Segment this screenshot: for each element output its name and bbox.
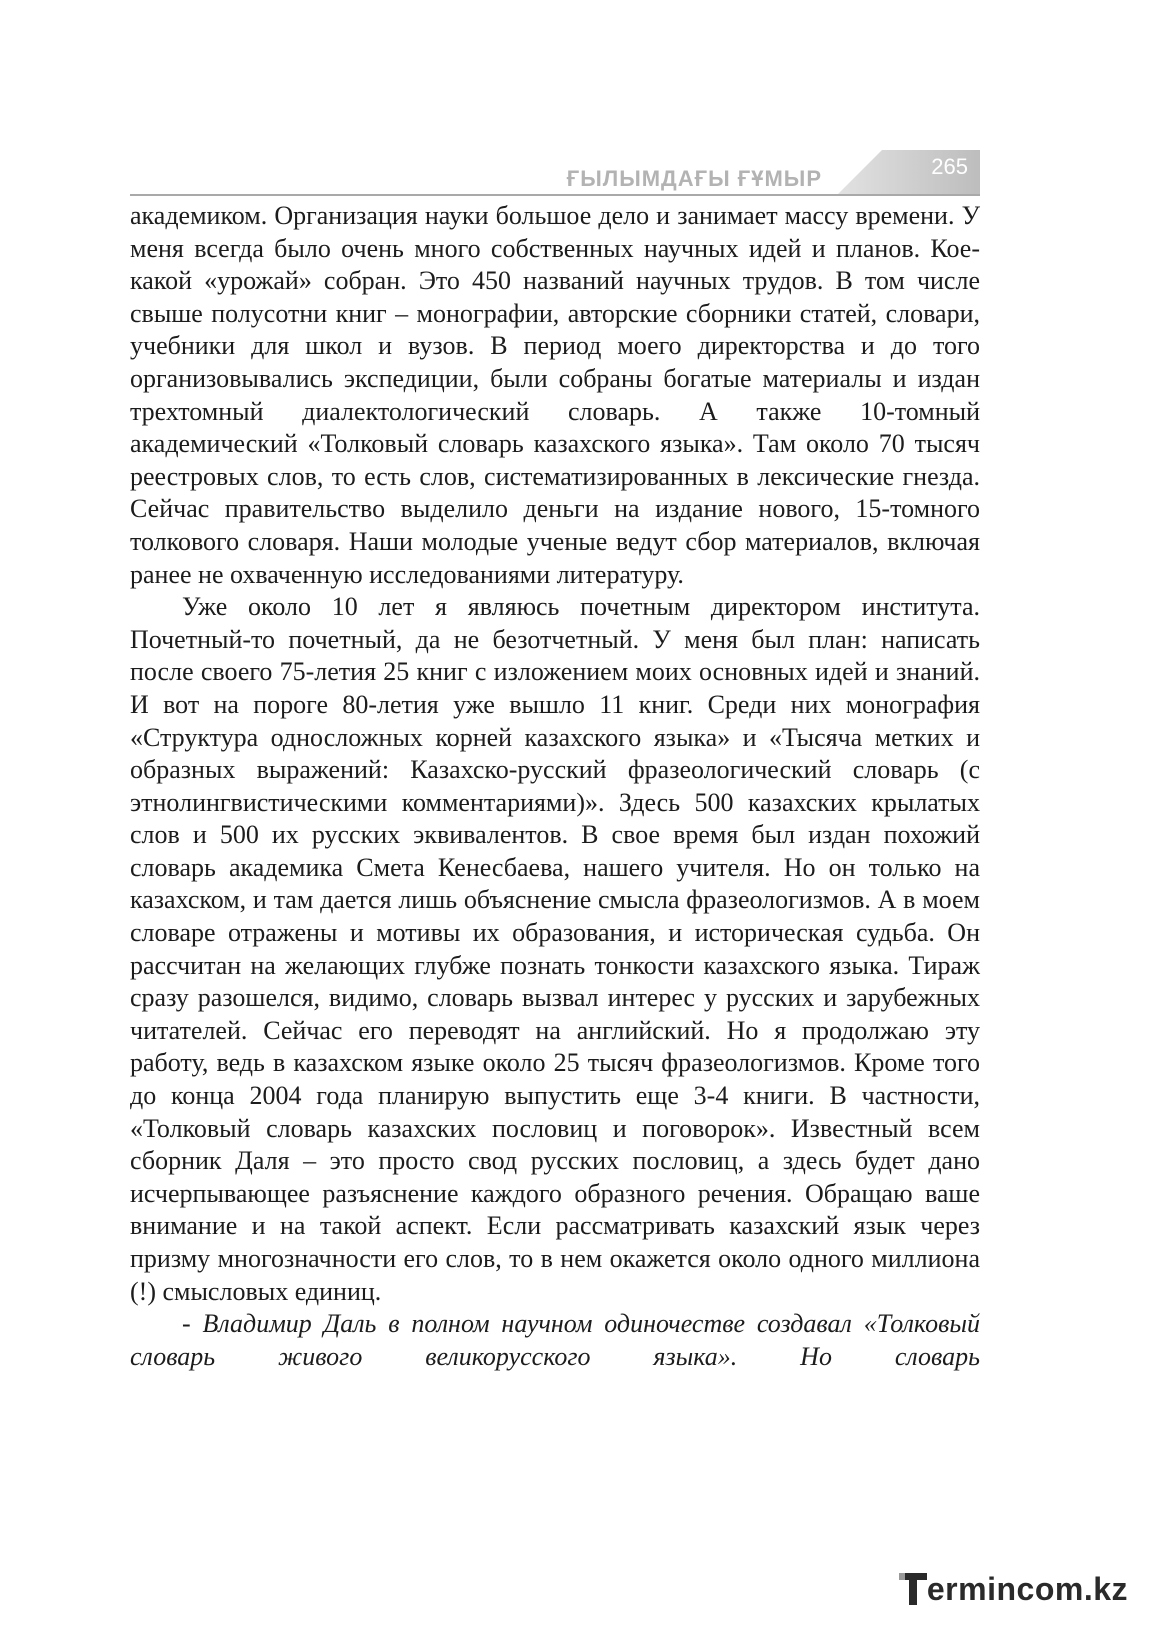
running-header [130,150,980,198]
interview-question: - Владимир Даль в полном научном одиночестве создавал «Толковый словарь живого великорусского языка». Но словарь [130,1309,980,1371]
watermark-text: ermincom.kz [926,1570,1128,1607]
termincom-logo-icon [899,1571,927,1607]
paragraph: академиком. Организация науки большое дело и занимает массу времени. У меня всегда было очень много собственных научных идей и планов. Кое-какой «урожай» собран. Это 450 названий научных трудов. В том числе свыше полусотни книг – монографии, авторские сборники статей, словари, учебники для школ и вузов. В период моего директорства и до того организовывались экспедиции, были собраны богатые материалы и издан трехтомный диалектологический словарь. А также 10-томный академический «Толковый словарь казахского языка». Там около 70 тысяч реестровых слов, то есть слов, систематизированных в лексические гнезда. Сейчас правительство выделило деньги на издание нового, 15-томного толкового словаря. Наши молодые ученые ведут сбор материалов, включая ранее не охваченную исследованиями литературу. [130,201,980,589]
article-body [130,200,980,1373]
site-watermark [899,1569,1128,1609]
header-title: ҒЫЛЫМДАҒЫ ҒҰМЫР [566,166,822,191]
header-rule [130,194,980,196]
page-number: 265 [931,154,968,179]
paragraph: Уже около 10 лет я являюсь почетным директором института. Почетный-то почетный, да не безотчетный. У меня был план: написать после своего 75-летия 25 книг с изложением моих основных идей и знаний. И вот на пороге 80-летия уже вышло 11 книг. Среди них монография «Структура односложных корней казахского языка» и «Тысяча метких и образных выражений: Казахско-русский фразеологический словарь (с этнолингвистическими комментариями)». Здесь 500 казахских крылатых слов и 500 их русских эквивалентов. В свое время был издан похожий словарь академика Смета Кенесбаева, нашего учителя. Но он только на казахском, и там дается лишь объяснение смысла фразеологизмов. А в моем словаре отражены и мотивы их образования, и историческая судьба. Он рассчитан на желающих глубже познать тонкости казахского языка. Тираж сразу разошелся, видимо, словарь вызвал интерес у русских и зарубежных читателей. Сейчас его переводят на английский. Но я продолжаю эту работу, ведь в казахском языке около 25 тысяч фразеологизмов. Кроме того до конца 2004 года планирую выпустить еще 3-4 книги. В частности, «Толковый словарь казахских пословиц и поговорок». Известный всем сборник Даля – это просто свод русских пословиц, а здесь будет дано исчерпывающее разъяснение каждого образного речения. Обращаю ваше внимание и на такой аспект. Если рассматривать казахский язык через призму многозначности его слов, то в нем окажется около одного миллиона (!) смысловых единиц. [130,592,980,1306]
